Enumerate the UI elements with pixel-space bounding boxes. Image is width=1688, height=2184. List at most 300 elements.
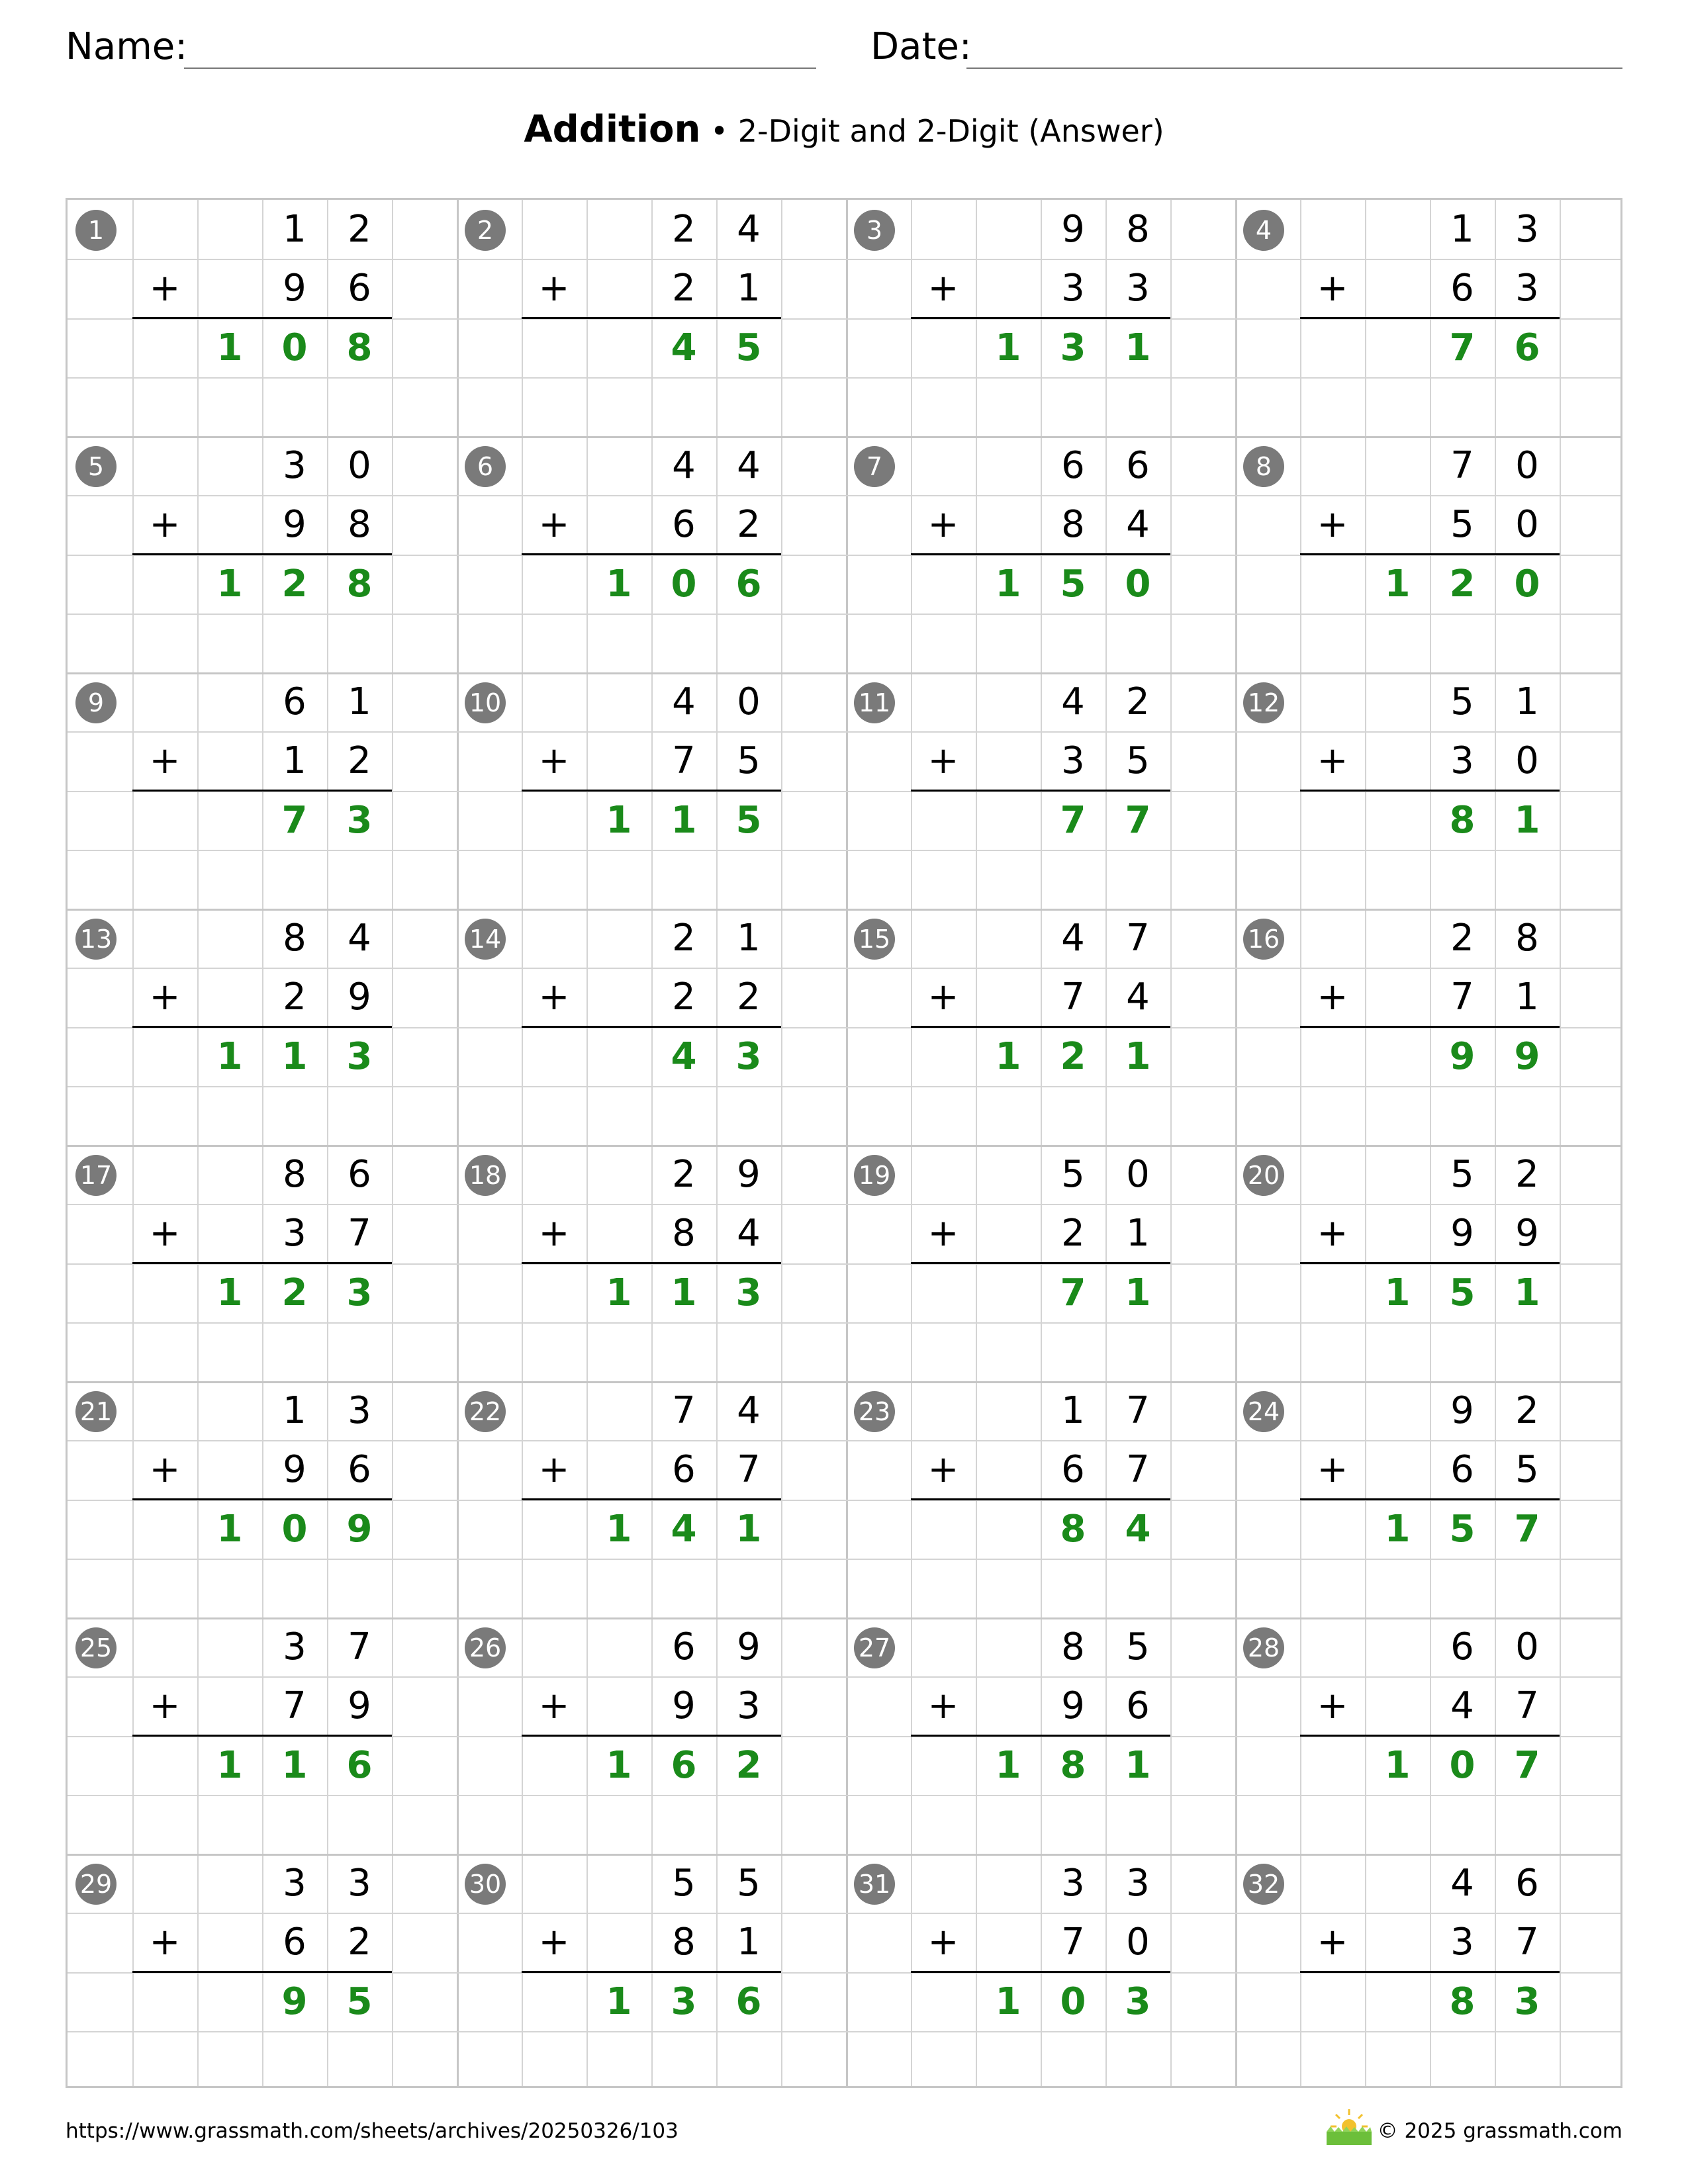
plus-sign: + [538,1921,570,1964]
problem-28 [1235,1617,1624,1854]
answer-digit: 5 [735,326,762,369]
answer-digit: 1 [735,1507,762,1551]
addend-digit: 1 [1126,1212,1150,1255]
problem-14 [457,909,846,1145]
answer-digit: 0 [1125,562,1151,606]
addend-digit: 2 [348,208,371,251]
addend-digit: 5 [737,739,761,783]
problem-number-badge: 31 [854,1864,895,1905]
answer-digit: 1 [281,1034,308,1078]
addend-digit: 9 [348,1684,371,1728]
addend-digit: 2 [1061,1212,1085,1255]
answer-digit: 9 [281,1979,308,2023]
answer-digit: 1 [1384,1271,1411,1314]
answer-digit: 1 [606,562,632,606]
answer-digit: 9 [1449,1034,1476,1078]
addend-digit: 3 [1126,267,1150,310]
problem-19 [846,1145,1235,1381]
addend-digit: 7 [283,1684,306,1728]
addend-digit: 5 [1126,1625,1150,1668]
answer-digit: 1 [671,1271,697,1314]
addend-digit: 8 [1515,917,1539,960]
addend-digit: 4 [1061,917,1085,960]
answer-digit: 3 [1125,1979,1151,2023]
addend-digit: 3 [1515,208,1539,251]
addend-digit: 6 [1061,1448,1085,1492]
addend-digit: 2 [672,267,696,310]
answer-digit: 0 [281,326,308,369]
problem-number-badge: 1 [75,210,117,251]
addend-digit: 6 [1450,1448,1474,1492]
plus-sign: + [538,267,570,310]
addend-digit: 0 [1126,1153,1150,1196]
problem-number-badge: 16 [1243,919,1284,960]
problem-number-badge: 19 [854,1155,895,1196]
addend-digit: 5 [672,1862,696,1905]
answer-digit: 8 [1060,1743,1086,1787]
plus-sign: + [927,1921,959,1964]
addend-digit: 2 [1450,917,1474,960]
problem-number-badge: 11 [854,682,895,723]
answer-digit: 1 [1384,1743,1411,1787]
plus-sign: + [149,267,181,310]
answer-digit: 1 [1384,562,1411,606]
answer-digit: 7 [1449,326,1476,369]
addend-digit: 7 [1515,1921,1539,1964]
addend-digit: 0 [1515,1625,1539,1668]
answer-digit: 9 [346,1507,373,1551]
addend-digit: 3 [283,1862,306,1905]
problem-number-badge: 27 [854,1627,895,1668]
addend-digit: 1 [1515,976,1539,1019]
addend-digit: 0 [348,444,371,487]
problem-21 [68,1381,457,1617]
addend-digit: 2 [737,503,761,547]
addend-digit: 8 [283,917,306,960]
answer-digit: 2 [281,562,308,606]
addend-digit: 9 [1450,1389,1474,1432]
problem-12 [1235,672,1624,909]
addend-digit: 7 [1126,1389,1150,1432]
plus-sign: + [1317,976,1348,1019]
answer-digit: 4 [671,326,697,369]
problem-number-badge: 21 [75,1391,117,1432]
plus-sign: + [149,1448,181,1492]
addend-digit: 5 [737,1862,761,1905]
problem-number-badge: 2 [465,210,506,251]
addend-digit: 2 [1126,680,1150,723]
addend-digit: 6 [1450,1625,1474,1668]
problem-number-badge: 5 [75,446,117,487]
addend-digit: 9 [1515,1212,1539,1255]
answer-digit: 1 [606,798,632,842]
plus-sign: + [149,503,181,547]
answer-digit: 1 [1125,326,1151,369]
addend-digit: 3 [1061,1862,1085,1905]
addend-digit: 0 [1126,1921,1150,1964]
problem-number-badge: 4 [1243,210,1284,251]
plus-sign: + [927,1684,959,1728]
addend-digit: 4 [672,680,696,723]
addend-digit: 2 [672,917,696,960]
addend-digit: 3 [283,1212,306,1255]
plus-sign: + [538,503,570,547]
answer-digit: 1 [1125,1743,1151,1787]
addend-digit: 6 [1450,267,1474,310]
problem-number-badge: 15 [854,919,895,960]
problem-10 [457,672,846,909]
answer-digit: 7 [1060,798,1086,842]
problem-number-badge: 25 [75,1627,117,1668]
problem-number-badge: 12 [1243,682,1284,723]
problem-17 [68,1145,457,1381]
problem-29 [68,1854,457,2090]
plus-sign: + [1317,267,1348,310]
addend-digit: 5 [1126,739,1150,783]
addend-digit: 5 [1515,1448,1539,1492]
addend-digit: 9 [672,1684,696,1728]
problem-8 [1235,436,1624,672]
answer-digit: 3 [346,1271,373,1314]
problem-7 [846,436,1235,672]
addend-digit: 4 [737,208,761,251]
answer-digit: 1 [1125,1034,1151,1078]
plus-sign: + [149,1921,181,1964]
date-label: Date: [870,25,972,68]
problem-30 [457,1854,846,2090]
addend-digit: 6 [1126,444,1150,487]
plus-sign: + [538,739,570,783]
plus-sign: + [538,1448,570,1492]
problem-22 [457,1381,846,1617]
answer-digit: 1 [606,1507,632,1551]
answer-digit: 1 [281,1743,308,1787]
problem-number-badge: 32 [1243,1864,1284,1905]
answer-digit: 3 [346,1034,373,1078]
answer-digit: 1 [216,1271,243,1314]
problem-13 [68,909,457,1145]
answer-digit: 2 [281,1271,308,1314]
addend-digit: 2 [348,739,371,783]
problem-number-badge: 22 [465,1391,506,1432]
answer-digit: 3 [671,1979,697,2023]
addend-digit: 6 [1061,444,1085,487]
plus-sign: + [1317,1212,1348,1255]
addend-digit: 3 [348,1862,371,1905]
problem-15 [846,909,1235,1145]
answer-digit: 1 [216,562,243,606]
answer-digit: 0 [671,562,697,606]
plus-sign: + [927,267,959,310]
addend-digit: 2 [672,976,696,1019]
answer-digit: 1 [216,1507,243,1551]
addend-digit: 4 [348,917,371,960]
addend-digit: 7 [1126,1448,1150,1492]
problem-25 [68,1617,457,1854]
addend-digit: 0 [1515,444,1539,487]
problem-number-badge: 23 [854,1391,895,1432]
addend-digit: 7 [348,1212,371,1255]
addend-digit: 4 [1126,976,1150,1019]
addend-digit: 2 [672,208,696,251]
addend-digit: 7 [672,1389,696,1432]
problem-number-badge: 26 [465,1627,506,1668]
addend-digit: 0 [737,680,761,723]
problem-number-badge: 9 [75,682,117,723]
addend-digit: 6 [672,1625,696,1668]
plus-sign: + [1317,1921,1348,1964]
problem-number-badge: 28 [1243,1627,1284,1668]
answer-digit: 1 [606,1271,632,1314]
addend-digit: 9 [283,503,306,547]
addend-digit: 9 [1450,1212,1474,1255]
answer-digit: 3 [735,1271,762,1314]
addend-digit: 3 [1450,739,1474,783]
answer-digit: 4 [671,1034,697,1078]
addend-digit: 3 [737,1684,761,1728]
problem-grid [66,198,1622,2088]
addend-digit: 7 [737,1448,761,1492]
addend-digit: 9 [348,976,371,1019]
answer-digit: 1 [1125,1271,1151,1314]
plus-sign: + [149,976,181,1019]
answer-digit: 2 [1449,562,1476,606]
answer-digit: 3 [1060,326,1086,369]
answer-digit: 2 [1060,1034,1086,1078]
problem-16 [1235,909,1624,1145]
addend-digit: 1 [283,208,306,251]
answer-digit: 7 [1125,798,1151,842]
addend-digit: 1 [1450,208,1474,251]
answer-digit: 1 [216,1034,243,1078]
addend-digit: 8 [1061,503,1085,547]
addend-digit: 9 [283,1448,306,1492]
addend-digit: 8 [348,503,371,547]
plus-sign: + [1317,503,1348,547]
addend-digit: 6 [348,1153,371,1196]
addend-digit: 4 [737,444,761,487]
addend-digit: 3 [348,1389,371,1432]
plus-sign: + [927,976,959,1019]
problem-24 [1235,1381,1624,1617]
addend-digit: 3 [1126,1862,1150,1905]
addend-digit: 6 [1515,1862,1539,1905]
problem-11 [846,672,1235,909]
answer-digit: 8 [346,326,373,369]
plus-sign: + [149,739,181,783]
addend-digit: 2 [1515,1153,1539,1196]
problem-20 [1235,1145,1624,1381]
answer-digit: 8 [1060,1507,1086,1551]
answer-digit: 5 [1060,562,1086,606]
addend-digit: 9 [737,1153,761,1196]
addend-digit: 9 [1061,208,1085,251]
answer-digit: 1 [995,1743,1021,1787]
addend-digit: 7 [1450,444,1474,487]
problem-31 [846,1854,1235,2090]
name-line [184,68,816,69]
plus-sign: + [927,739,959,783]
answer-digit: 1 [606,1743,632,1787]
answer-digit: 6 [346,1743,373,1787]
answer-digit: 4 [1125,1507,1151,1551]
answer-digit: 7 [1060,1271,1086,1314]
addend-digit: 6 [348,1448,371,1492]
addend-digit: 1 [1515,680,1539,723]
plus-sign: + [1317,1684,1348,1728]
footer-copyright: © 2025 grassmath.com [1377,2119,1622,2143]
problem-23 [846,1381,1235,1617]
addend-digit: 1 [348,680,371,723]
problem-number-badge: 3 [854,210,895,251]
plus-sign: + [538,1684,570,1728]
worksheet-title [0,103,1688,158]
problem-32 [1235,1854,1624,2090]
plus-sign: + [149,1684,181,1728]
answer-digit: 0 [281,1507,308,1551]
addend-digit: 5 [1061,1153,1085,1196]
addend-digit: 7 [1061,976,1085,1019]
addend-digit: 0 [1515,503,1539,547]
problem-number-badge: 17 [75,1155,117,1196]
plus-sign: + [927,503,959,547]
name-label: Name: [66,25,188,68]
addend-digit: 3 [1515,267,1539,310]
addend-digit: 1 [283,1389,306,1432]
title-main: Addition [524,108,701,151]
answer-digit: 0 [1449,1743,1476,1787]
answer-digit: 1 [1384,1507,1411,1551]
answer-digit: 1 [995,1034,1021,1078]
addend-digit: 7 [348,1625,371,1668]
addend-digit: 3 [1450,1921,1474,1964]
answer-digit: 7 [1514,1743,1540,1787]
addend-digit: 6 [283,1921,306,1964]
addend-digit: 8 [1126,208,1150,251]
problem-number-badge: 20 [1243,1155,1284,1196]
plus-sign: + [1317,739,1348,783]
problem-number-badge: 18 [465,1155,506,1196]
addend-digit: 9 [283,267,306,310]
problem-1 [68,200,457,436]
problem-number-badge: 14 [465,919,506,960]
addend-digit: 4 [672,444,696,487]
addend-digit: 8 [672,1921,696,1964]
title-subtitle: 2-Digit and 2-Digit (Answer) [737,113,1164,149]
problem-number-badge: 10 [465,682,506,723]
answer-digit: 5 [1449,1507,1476,1551]
grass-sun-logo-icon [1325,2107,1373,2146]
answer-digit: 6 [735,1979,762,2023]
plus-sign: + [538,1212,570,1255]
addend-digit: 4 [1126,503,1150,547]
problem-number-badge: 6 [465,446,506,487]
answer-digit: 1 [995,562,1021,606]
problem-9 [68,672,457,909]
addend-digit: 1 [737,267,761,310]
addend-digit: 6 [283,680,306,723]
plus-sign: + [149,1212,181,1255]
addend-digit: 2 [348,1921,371,1964]
addend-digit: 5 [1450,680,1474,723]
plus-sign: + [927,1448,959,1492]
addend-digit: 2 [672,1153,696,1196]
answer-digit: 1 [995,1979,1021,2023]
addend-digit: 4 [1450,1862,1474,1905]
problem-3 [846,200,1235,436]
answer-digit: 1 [1514,798,1540,842]
addend-digit: 4 [737,1389,761,1432]
answer-digit: 8 [1449,798,1476,842]
problem-number-badge: 29 [75,1864,117,1905]
answer-digit: 5 [346,1979,373,2023]
addend-digit: 5 [1450,1153,1474,1196]
answer-digit: 1 [216,326,243,369]
addend-digit: 1 [283,739,306,783]
problem-26 [457,1617,846,1854]
answer-digit: 6 [671,1743,697,1787]
addend-digit: 7 [1450,976,1474,1019]
addend-digit: 4 [737,1212,761,1255]
addend-digit: 7 [672,739,696,783]
answer-digit: 6 [735,562,762,606]
answer-digit: 2 [735,1743,762,1787]
answer-digit: 1 [606,1979,632,2023]
answer-digit: 1 [995,326,1021,369]
addend-digit: 0 [1515,739,1539,783]
problem-2 [457,200,846,436]
addend-digit: 4 [1061,680,1085,723]
problem-27 [846,1617,1235,1854]
addend-digit: 5 [1450,503,1474,547]
answer-digit: 1 [671,798,697,842]
answer-digit: 1 [216,1743,243,1787]
addend-digit: 8 [1061,1625,1085,1668]
answer-digit: 4 [671,1507,697,1551]
answer-digit: 1 [1514,1271,1540,1314]
answer-digit: 3 [346,798,373,842]
addend-digit: 2 [283,976,306,1019]
answer-digit: 9 [1514,1034,1540,1078]
footer-url: https://www.grassmath.com/sheets/archives/20250326/103 [66,2119,679,2143]
answer-digit: 7 [1514,1507,1540,1551]
answer-digit: 5 [735,798,762,842]
addend-digit: 3 [283,444,306,487]
addend-digit: 1 [1061,1389,1085,1432]
plus-sign: + [927,1212,959,1255]
problem-number-badge: 8 [1243,446,1284,487]
addend-digit: 7 [1061,1921,1085,1964]
addend-digit: 6 [672,1448,696,1492]
problem-number-badge: 7 [854,446,895,487]
addend-digit: 1 [737,917,761,960]
problem-6 [457,436,846,672]
addend-digit: 3 [283,1625,306,1668]
addend-digit: 6 [348,267,371,310]
answer-digit: 5 [1449,1271,1476,1314]
addend-digit: 8 [672,1212,696,1255]
problem-5 [68,436,457,672]
addend-digit: 3 [1061,739,1085,783]
addend-digit: 7 [1126,917,1150,960]
title-separator: • [700,113,738,149]
problem-18 [457,1145,846,1381]
addend-digit: 6 [672,503,696,547]
addend-digit: 1 [737,1921,761,1964]
addend-digit: 4 [1450,1684,1474,1728]
answer-digit: 3 [1514,1979,1540,2023]
addend-digit: 7 [1515,1684,1539,1728]
